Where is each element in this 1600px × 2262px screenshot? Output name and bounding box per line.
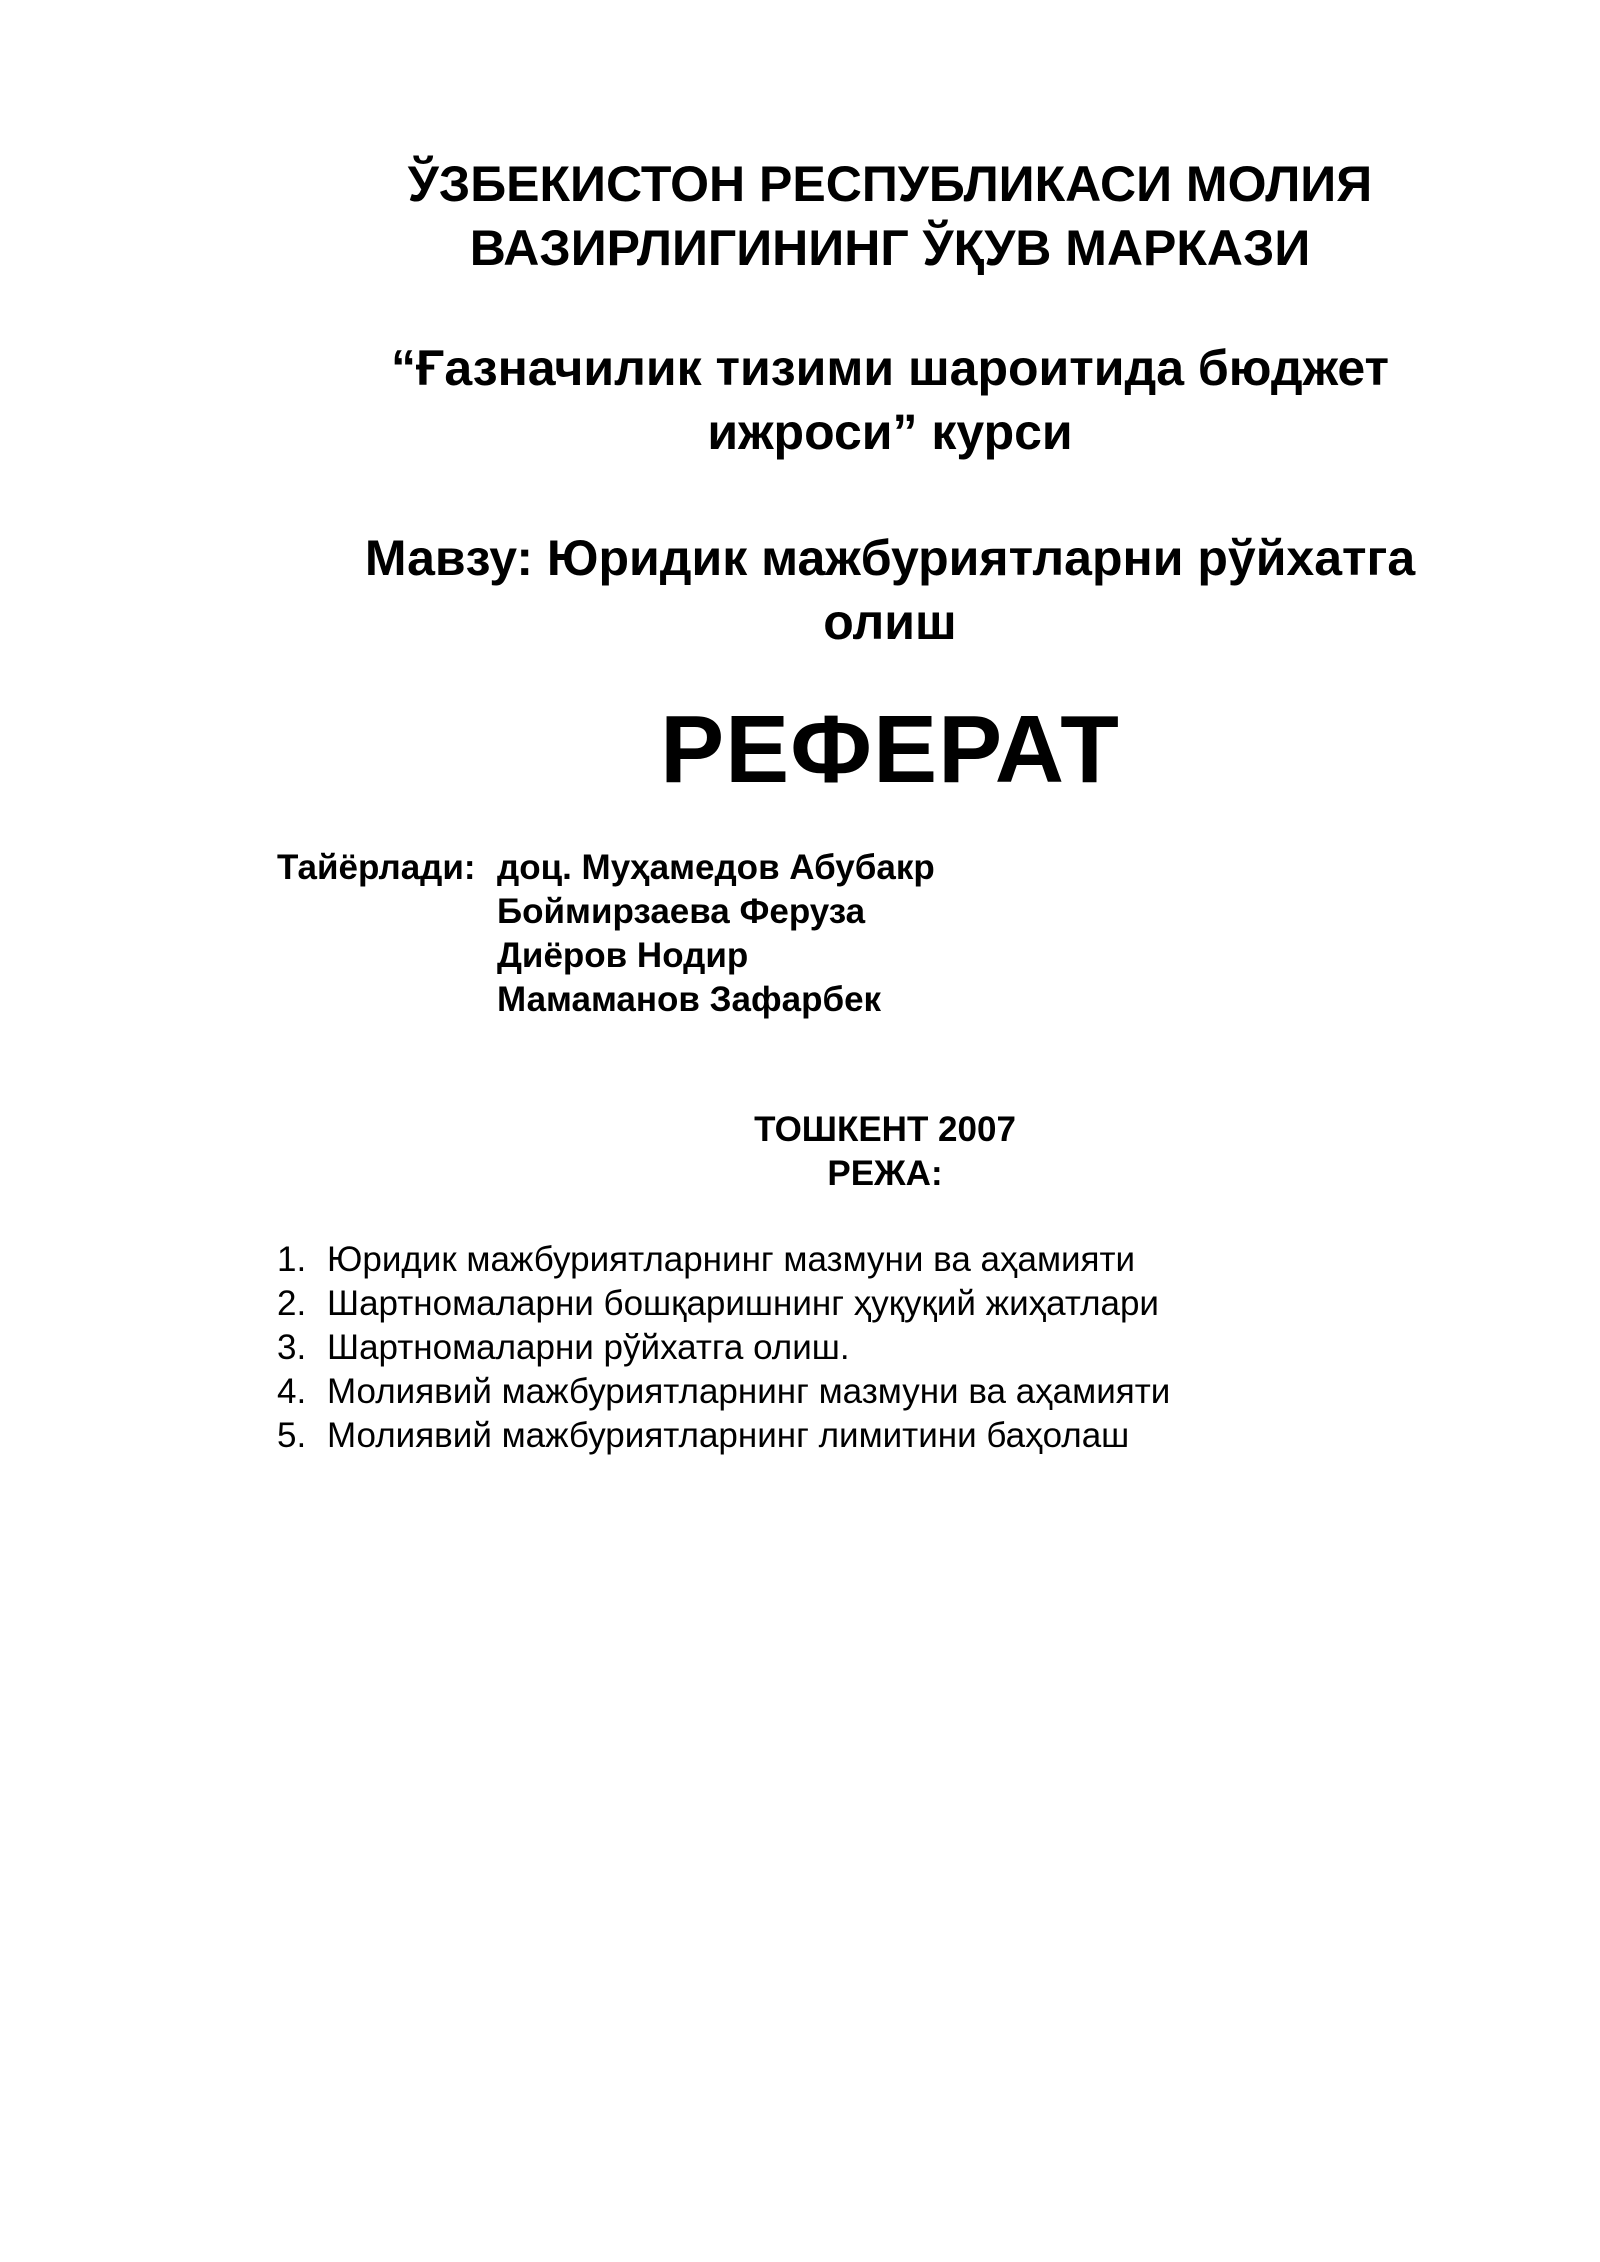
topic-line-2: олиш: [823, 594, 957, 650]
organization-line-1: ЎЗБЕКИСТОН РЕСПУБЛИКАСИ МОЛИЯ: [407, 156, 1373, 212]
list-item-number: 3.: [277, 1328, 307, 1367]
list-item-number: 2.: [277, 1284, 307, 1323]
list-item-text: Шартномаларни бошқаришнинг ҳуқуқий жиҳатлари: [327, 1284, 1159, 1323]
plan-list: [277, 1238, 1170, 1458]
author-name: Боймирзаева Феруза: [497, 892, 866, 931]
topic-line-1: Мавзу: Юридик мажбуриятларни рўйхатга: [364, 530, 1416, 586]
list-item-number: 4.: [277, 1372, 307, 1411]
list-item-text: Шартномаларни рўйхатга олиш.: [327, 1328, 850, 1367]
document-title: РЕФЕРАТ: [660, 696, 1120, 803]
list-item-number: 5.: [277, 1416, 307, 1455]
author-row: [277, 978, 935, 1022]
list-item-text: Молиявий мажбуриятларнинг лимитини баҳолаш: [327, 1416, 1130, 1455]
city-year-and-plan-heading: [500, 1108, 1270, 1196]
organization-line-2: ВАЗИРЛИГИНИНГ ЎҚУВ МАРКАЗИ: [469, 220, 1311, 276]
course-line-1: “Ғазначилик тизими шароитида бюджет: [390, 340, 1390, 396]
organization-heading: [300, 152, 1480, 280]
list-item-number: 1.: [277, 1240, 307, 1279]
plan-heading: РЕЖА:: [827, 1154, 943, 1193]
author-row: [277, 890, 935, 934]
list-item: [277, 1238, 1170, 1282]
list-item: [277, 1414, 1170, 1458]
author-name: доц. Муҳамедов Абубакр: [497, 848, 935, 887]
list-item-text: Юридик мажбуриятларнинг мазмуни ва аҳамияти: [327, 1240, 1136, 1279]
author-row: [277, 846, 935, 890]
course-line-2: ижроси” курси: [707, 404, 1073, 460]
authors-label: Тайёрлади:: [277, 848, 476, 887]
list-item: [277, 1326, 1170, 1370]
list-item: [277, 1370, 1170, 1414]
course-heading: [280, 336, 1500, 464]
author-name: Мамаманов Зафарбек: [497, 980, 882, 1019]
author-name: Диёров Нодир: [497, 936, 749, 975]
topic-heading: [300, 526, 1480, 654]
authors-block: [277, 846, 935, 1022]
author-row: [277, 934, 935, 978]
city-year: ТОШКЕНТ 2007: [754, 1110, 1016, 1149]
list-item-text: Молиявий мажбуриятларнинг мазмуни ва аҳамияти: [327, 1372, 1171, 1411]
list-item: [277, 1282, 1170, 1326]
